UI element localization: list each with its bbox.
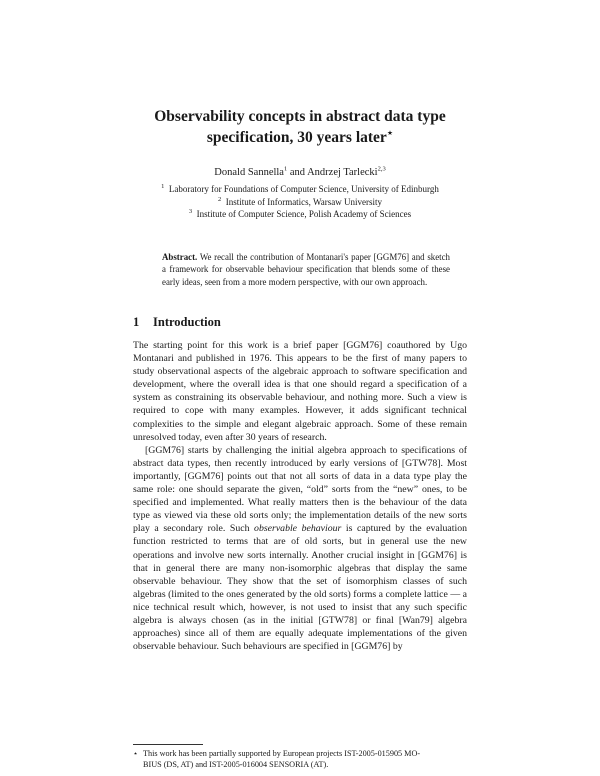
- paragraph-2: [133, 444, 467, 654]
- affiliation-1-mark: 1: [161, 183, 165, 190]
- section-title: Introduction: [153, 315, 221, 329]
- affiliations: [130, 183, 470, 221]
- author-conjunction: and: [287, 167, 308, 178]
- affiliation-2: [130, 196, 470, 209]
- affiliation-2-text: Institute of Informatics, Warsaw University: [225, 196, 383, 207]
- footnote-mark: ⋆: [133, 749, 139, 758]
- paragraph-2-part-1: [GGM76] starts by challenging the initial algebra approach to specifications of abstract data types, then recently introduced by early versions of [GTW78]. Most importantly, [GGM76] points out that not all sorts of data in a data type play the same role: one should separate the given, “old” sorts from the “new” ones, to be specified and implemented. What really matters then is the behaviour of the data type as viewed via these old sorts only; the implementation details of the new sorts play a secondary role. Such: [133, 444, 467, 535]
- paragraph-2-emphasis: observable behaviour: [254, 523, 342, 535]
- paragraph-1: The starting point for this work is a brief paper [GGM76] coauthored by Ugo Montanari and published in 1976. This appears to be the first of many papers to study observational aspects of the algebraic approach to software specification and development, where the overall idea is that one should regard a specification of a system as constraining its observable behaviour, and nothing more. Such a view is required to cope with many examples. However, it adds significant technical complexities to the simple and elegant algebraic approach. Some of these remain unresolved today, even after 30 years of research.: [133, 340, 467, 443]
- section-number: 1: [133, 315, 140, 329]
- footnote-line-1: [133, 748, 467, 759]
- affiliation-2-mark: 2: [217, 195, 222, 203]
- footnote-text-1: This work has been partially supported by European projects IST-2005-015905 MO-: [143, 749, 421, 758]
- title-line-2-text: specification, 30 years later: [206, 129, 387, 146]
- affiliation-1-text: Laboratory for Foundations of Computer Science, University of Edinburgh: [168, 184, 439, 194]
- affiliation-3-mark: 3: [188, 208, 193, 215]
- affiliation-3: [130, 208, 470, 221]
- abstract: [162, 251, 450, 288]
- body-text: [133, 339, 467, 653]
- paragraph-2-part-2: is captured by the evaluation function restricted to terms that are of old sorts, but in general use the new operations and involve new sorts internally. Another crucial insight in [GGM76] is that in general there are many non-isomorphic algebras that display the same observable behaviour. They show that the set of isomorphism classes of such algebras (limited to the ones generated by the old sorts) forms a complete lattice — a nice technical result which, however, is not used to insist that any such specific algebra is always chosen (as in the initial [GTW78] or final [Wan79] algebra approaches) since all of them are equally adequate implementations of the given observable behaviour. Such behaviours are specified in [GGM76] by: [133, 523, 467, 653]
- title-footnote-mark: ⋆: [386, 127, 394, 139]
- abstract-text: We recall the contribution of Montanari's paper [GGM76] and sketch a framework for observable behaviour specification that blends some of these early ideas, seen from a more modern perspective, with our own approach.: [162, 252, 450, 287]
- footnote-rule: [133, 744, 203, 745]
- author-sannella: Donald Sannella: [214, 167, 284, 178]
- affiliation-1: [130, 183, 470, 196]
- section-heading: [133, 315, 221, 330]
- author-list: [100, 166, 500, 180]
- paper-title: [100, 106, 500, 148]
- footnote-text-2: BIUS (DS, AT) and IST-2005-016004 SENSORIA (AT).: [143, 760, 329, 769]
- author-tarlecki-affil: 2,3: [377, 165, 386, 173]
- title-line-1: Observability concepts in abstract data type: [154, 108, 446, 125]
- affiliation-3-text: Institute of Computer Science, Polish Academy of Sciences: [196, 209, 412, 219]
- author-tarlecki: Andrzej Tarlecki: [307, 167, 378, 178]
- title-line-2: [100, 127, 500, 148]
- author-sannella-affil: 1: [283, 165, 288, 173]
- footnote: [133, 748, 467, 770]
- abstract-label: Abstract.: [162, 252, 198, 262]
